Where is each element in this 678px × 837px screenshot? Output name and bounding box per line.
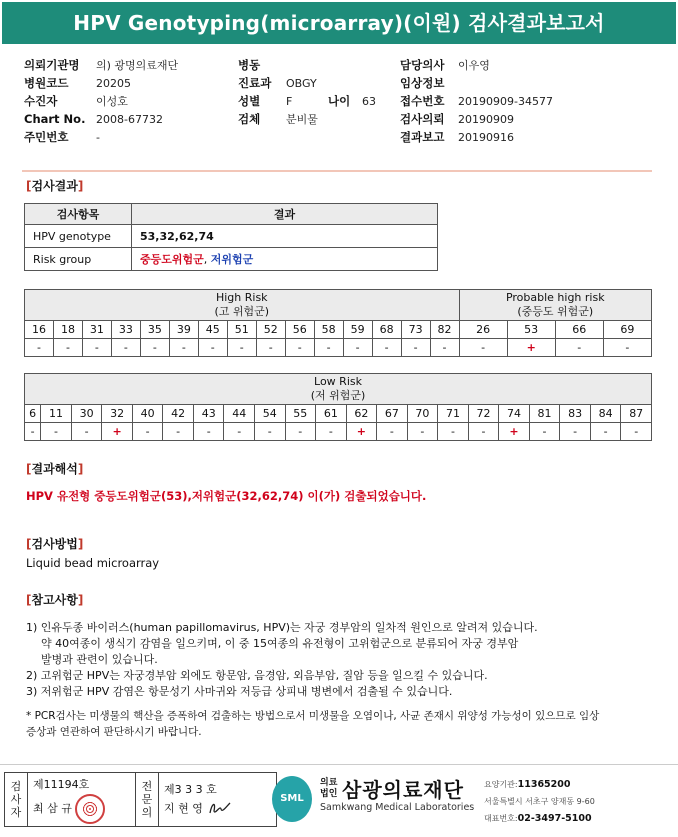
result-col-result: 결과 (132, 204, 438, 225)
risk-group-label: Risk group (25, 248, 132, 271)
seal-stamp-icon (75, 794, 105, 824)
genotype-type-cell: 58 (314, 321, 343, 339)
header-divider (22, 170, 652, 172)
genotype-type-cell: 42 (163, 405, 194, 423)
genotype-result-cell: - (163, 423, 194, 441)
signature-table (4, 772, 277, 827)
section-interp-text: 결과해석 (31, 462, 78, 476)
specialist-vertical-label (136, 773, 159, 827)
facility-label: 요양기관: (484, 780, 518, 789)
table-row (25, 225, 438, 248)
low-risk-type-row (25, 405, 652, 423)
genotype-result-cell: - (316, 423, 347, 441)
examiner-name-text: 최 삼 규 (33, 801, 72, 815)
genotype-result-cell: - (407, 423, 438, 441)
genotype-result-cell: - (343, 339, 372, 357)
genotype-type-cell: 67 (377, 405, 408, 423)
patient-value: 이성호 (96, 95, 128, 108)
genotype-type-cell: 69 (603, 321, 651, 339)
examiner-label-text: 검 사 자 (10, 780, 22, 819)
genotype-result-cell: - (314, 339, 343, 357)
genotype-result-cell: - (438, 423, 469, 441)
genotype-type-cell: 6 (25, 405, 41, 423)
probable-risk-group-header (459, 290, 651, 321)
genotype-type-cell: 32 (102, 405, 133, 423)
footer-divider (0, 764, 678, 765)
genotype-type-cell: 62 (346, 405, 377, 423)
risk-group-value (132, 248, 438, 271)
genotype-result-cell: - (377, 423, 408, 441)
result-table (24, 203, 438, 271)
genotype-result-cell: - (198, 339, 227, 357)
phone-number: 02-3497-5100 (517, 813, 592, 824)
genotype-result-cell: + (346, 423, 377, 441)
genotype-result-cell: - (71, 423, 102, 441)
report-title: HPV Genotyping(microarray)(이원) 검사결과보고서 (2, 2, 676, 44)
genotype-type-cell: 81 (529, 405, 560, 423)
genotype-type-cell: 18 (53, 321, 82, 339)
clinical-info-label: 임상정보 (400, 76, 445, 90)
genotype-result-cell: - (227, 339, 256, 357)
probable-risk-subtitle: (중등도 위험군) (517, 305, 594, 318)
genotype-value: 53,32,62,74 (132, 225, 438, 248)
genotype-type-cell: 16 (25, 321, 54, 339)
logo-sub-line-2: 법인 (320, 789, 338, 799)
genotype-result-cell: - (53, 339, 82, 357)
accession-value: 20190909-34577 (458, 95, 553, 108)
genotype-type-cell: 26 (459, 321, 507, 339)
section-result-text: 검사결과 (31, 179, 78, 193)
genotype-result-cell: - (590, 423, 621, 441)
genotype-type-cell: 54 (255, 405, 286, 423)
logo-sub-line-1: 의료 (320, 778, 338, 788)
genotype-result-cell: - (285, 339, 314, 357)
genotype-type-cell: 43 (193, 405, 224, 423)
examiner-sign-cell (28, 773, 136, 827)
contact-line-2: 서울특별시 서초구 양재동 9-60 (484, 797, 595, 806)
genotype-result-cell: - (459, 339, 507, 357)
chart-no-label: Chart No. (24, 112, 86, 126)
genotype-type-cell: 35 (140, 321, 169, 339)
genotype-type-cell: 30 (71, 405, 102, 423)
genotype-result-cell: - (25, 339, 54, 357)
chart-no-value: 2008-67732 (96, 113, 163, 126)
genotype-result-cell: + (102, 423, 133, 441)
age-label: 나이 (328, 94, 351, 108)
high-risk-subtitle: (고 위험군) (214, 305, 270, 318)
examiner-name (33, 794, 135, 824)
note-line: 발병과 관련이 있습니다. (41, 653, 158, 666)
dept-value: OBGY (286, 77, 317, 90)
resident-no-value: - (96, 131, 100, 144)
high-risk-type-row (25, 321, 652, 339)
specialist-sign-cell (159, 773, 277, 827)
probable-risk-title: Probable high risk (505, 291, 605, 304)
genotype-result-cell: - (430, 339, 459, 357)
lab-english-name: Samkwang Medical Laboratories (320, 802, 475, 813)
org-value: 의) 광명의료재단 (96, 59, 179, 72)
genotype-result-cell: - (111, 339, 140, 357)
hospital-code-value: 20205 (96, 77, 131, 90)
lab-name: 삼광의료재단 (342, 778, 464, 802)
report-date-label: 결과보고 (400, 130, 445, 144)
genotype-type-cell: 55 (285, 405, 316, 423)
genotype-type-cell: 70 (407, 405, 438, 423)
high-risk-title: High Risk (215, 291, 268, 304)
patient-label: 수진자 (24, 94, 58, 108)
genotype-type-cell: 71 (438, 405, 469, 423)
genotype-result-cell: - (41, 423, 72, 441)
genotype-result-cell: + (507, 339, 555, 357)
genotype-result-cell: - (82, 339, 111, 357)
hospital-code-label: 병원코드 (24, 76, 69, 90)
low-risk-table (24, 373, 652, 441)
genotype-type-cell: 52 (256, 321, 285, 339)
info-column-3 (400, 56, 553, 146)
genotype-type-cell: 84 (590, 405, 621, 423)
facility-code: 11365200 (517, 779, 571, 790)
genotype-result-cell: - (285, 423, 316, 441)
genotype-result-cell: - (132, 423, 163, 441)
genotype-result-cell: - (401, 339, 430, 357)
interpretation-text: HPV 유전형 중등도위험군(53),저위험군(32,62,74) 이(가) 검출되었습니다. (26, 489, 427, 503)
sex-label: 성별 (238, 94, 261, 108)
genotype-result-cell: - (372, 339, 401, 357)
accession-label: 접수번호 (400, 94, 445, 108)
doctor-value: 이우영 (458, 59, 490, 72)
risk-low: 저위험군 (210, 253, 254, 266)
genotype-type-cell: 73 (401, 321, 430, 339)
genotype-label: HPV genotype (25, 225, 132, 248)
genotype-result-cell: - (555, 339, 603, 357)
method-text: Liquid bead microarray (26, 556, 160, 570)
genotype-type-cell: 33 (111, 321, 140, 339)
genotype-type-cell: 66 (555, 321, 603, 339)
genotype-type-cell: 56 (285, 321, 314, 339)
lab-contact (484, 776, 595, 827)
low-risk-result-row (25, 423, 652, 441)
note-line: 3) 저위험군 HPV 감염은 항문성기 사마귀와 저등급 상피내 병변에서 검출될 수 있습니다. (26, 685, 453, 698)
genotype-result-cell: - (169, 339, 198, 357)
low-risk-subtitle: (저 위험군) (310, 389, 366, 402)
genotype-type-cell: 82 (430, 321, 459, 339)
specimen-value: 분비물 (286, 113, 318, 126)
genotype-type-cell: 31 (82, 321, 111, 339)
low-risk-title: Low Risk (314, 375, 362, 388)
genotype-result-cell: - (224, 423, 255, 441)
risk-separator: , (203, 253, 211, 266)
genotype-result-cell: - (255, 423, 286, 441)
ward-label: 병동 (238, 58, 261, 72)
logo-legal-tag (320, 778, 337, 800)
report-date-value: 20190916 (458, 131, 514, 144)
genotype-type-cell: 45 (198, 321, 227, 339)
genotype-type-cell: 87 (621, 405, 652, 423)
genotype-type-cell: 68 (372, 321, 401, 339)
specimen-label: 검체 (238, 112, 261, 126)
section-method-heading: [검사방법] (26, 537, 84, 551)
genotype-type-cell: 11 (41, 405, 72, 423)
footnote-line: 증상과 연관하여 판단하시기 바랍니다. (26, 726, 202, 738)
section-notes-heading: [참고사항] (26, 593, 84, 607)
info-column-1 (24, 56, 178, 146)
contact-line-1 (484, 776, 595, 793)
sex-value: F (286, 95, 293, 108)
note-line: 약 40여종이 생식기 감염을 일으키며, 이 중 15여종의 유전형이 고위험군으로 분류되어 자궁 경부암 (41, 637, 519, 650)
genotype-type-cell: 61 (316, 405, 347, 423)
note-line: 2) 고위험군 HPV는 자궁경부암 외에도 항문암, 음경암, 외음부암, 질암 등을 일으킬 수 있습니다. (26, 669, 488, 682)
genotype-type-cell: 44 (224, 405, 255, 423)
genotype-result-cell: - (621, 423, 652, 441)
sml-logo-icon: SML (272, 776, 312, 822)
contact-line-3 (484, 810, 595, 827)
notes-list (26, 620, 656, 700)
specialist-license: 제3 3 3 호 (164, 782, 217, 796)
dept-label: 진료과 (238, 76, 272, 90)
genotype-type-cell: 53 (507, 321, 555, 339)
high-risk-result-row (25, 339, 652, 357)
phone-label: 대표번호: (484, 814, 518, 823)
genotype-type-cell: 51 (227, 321, 256, 339)
request-date-value: 20190909 (458, 113, 514, 126)
high-risk-group-header (25, 290, 460, 321)
genotype-result-cell: - (468, 423, 499, 441)
org-label: 의뢰기관명 (24, 58, 80, 72)
footnote-line: * PCR검사는 미생물의 핵산을 증폭하여 검출하는 방법으로서 미생물을 오염이나, 사균 존재시 위양성 가능성이 있으므로 임상 (26, 710, 600, 722)
high-risk-table (24, 289, 652, 357)
genotype-type-cell: 74 (499, 405, 530, 423)
genotype-type-cell: 39 (169, 321, 198, 339)
genotype-result-cell: - (25, 423, 41, 441)
section-method-text: 검사방법 (31, 537, 78, 551)
genotype-result-cell: - (140, 339, 169, 357)
specialist-name (164, 799, 276, 819)
request-date-label: 검사의뢰 (400, 112, 445, 126)
genotype-result-cell: - (193, 423, 224, 441)
examiner-vertical-label (5, 773, 28, 827)
signature-icon (206, 799, 232, 819)
specialist-name-text: 지 현 영 (164, 801, 203, 815)
section-notes-text: 참고사항 (31, 593, 78, 607)
doctor-label: 담당의사 (400, 58, 445, 72)
low-risk-group-header (25, 374, 652, 405)
resident-no-label: 주민번호 (24, 130, 69, 144)
result-col-item: 검사항목 (25, 204, 132, 225)
genotype-type-cell: 83 (560, 405, 591, 423)
examiner-license: 제11194호 (33, 777, 90, 791)
age-value: 63 (362, 95, 376, 108)
section-interp-heading: [결과해석] (26, 462, 84, 476)
genotype-result-cell: - (529, 423, 560, 441)
genotype-type-cell: 59 (343, 321, 372, 339)
section-result-heading: [검사결과] (26, 179, 84, 193)
genotype-type-cell: 40 (132, 405, 163, 423)
genotype-result-cell: - (603, 339, 651, 357)
risk-mid: 중등도위험군 (140, 253, 204, 266)
table-row (25, 248, 438, 271)
genotype-result-cell: - (256, 339, 285, 357)
genotype-result-cell: - (560, 423, 591, 441)
specialist-label-text: 전 문 의 (141, 780, 153, 819)
info-column-2 (238, 56, 376, 128)
pcr-footnote (26, 708, 656, 740)
genotype-type-cell: 72 (468, 405, 499, 423)
genotype-result-cell: + (499, 423, 530, 441)
note-line: 1) 인유두종 바이러스(human papillomavirus, HPV)는 자궁 경부암의 일차적 원인으로 알려져 있습니다. (26, 621, 538, 634)
